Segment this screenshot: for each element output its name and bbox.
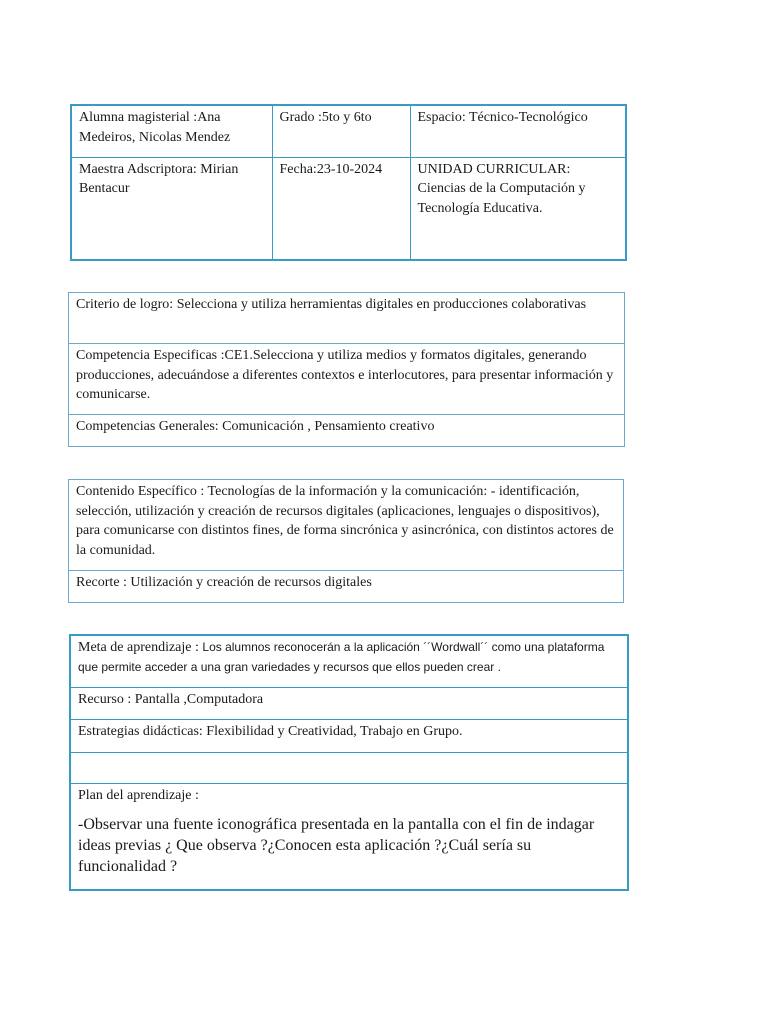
unidad-cell: UNIDAD CURRICULAR: Ciencias de la Computación y Tecnología Educativa. bbox=[410, 157, 626, 260]
meta-text: Los alumnos reconocerán a la aplicación ´´Wordwall´´ como una plataforma que permite acceder a una gran variedades y recursos que ellos pueden crear . bbox=[78, 640, 605, 674]
plan-cell bbox=[70, 783, 628, 890]
competencias-table bbox=[68, 292, 625, 447]
espacio-cell: Espacio: Técnico-Tecnológico bbox=[410, 105, 626, 157]
recorte-cell: Recorte : Utilización y creación de recursos digitales bbox=[69, 571, 624, 603]
plan-label: Plan del aprendizaje : bbox=[78, 787, 199, 803]
empty-cell bbox=[70, 752, 628, 783]
fecha-cell: Fecha:23-10-2024 bbox=[272, 157, 410, 260]
plan-table bbox=[69, 634, 629, 891]
alumna-cell: Alumna magisterial :Ana Medeiros, Nicolas Mendez bbox=[71, 105, 272, 157]
meta-label: Meta de aprendizaje : bbox=[78, 640, 203, 655]
competencia-especifica-cell: Competencia Especificas :CE1.Selecciona y utiliza medios y formatos digitales, generando producciones, adecuándose a diferentes contextos e interlocutores, para presentar información y comunicarse. bbox=[69, 344, 625, 415]
contenido-table bbox=[68, 479, 624, 603]
maestra-cell: Maestra Adscriptora: Mirian Bentacur bbox=[71, 157, 272, 260]
plan-text: -Observar una fuente iconográfica presentada en la pantalla con el fin de indagar ideas previas ¿ Que observa ?¿Conocen esta aplicación ?¿Cuál sería su funcionalidad ? bbox=[78, 816, 595, 875]
meta-cell bbox=[70, 635, 628, 687]
competencias-generales-cell: Competencias Generales: Comunicación , Pensamiento creativo bbox=[69, 415, 625, 447]
criterio-cell: Criterio de logro: Selecciona y utiliza herramientas digitales en producciones colaborativas bbox=[69, 293, 625, 344]
recurso-cell: Recurso : Pantalla ,Computadora bbox=[70, 687, 628, 719]
grado-cell: Grado :5to y 6to bbox=[272, 105, 410, 157]
contenido-cell: Contenido Específico : Tecnologías de la información y la comunicación: - identificación, selección, utilización y creación de recursos digitales (aplicaciones, lenguajes o dispositivos), para comunicarse con distintos fines, de forma sincrónica y asincrónica, con distintos actores de la comunidad. bbox=[69, 480, 624, 571]
header-table bbox=[70, 104, 627, 261]
estrategias-cell: Estrategias didácticas: Flexibilidad y Creatividad, Trabajo en Grupo. bbox=[70, 719, 628, 752]
